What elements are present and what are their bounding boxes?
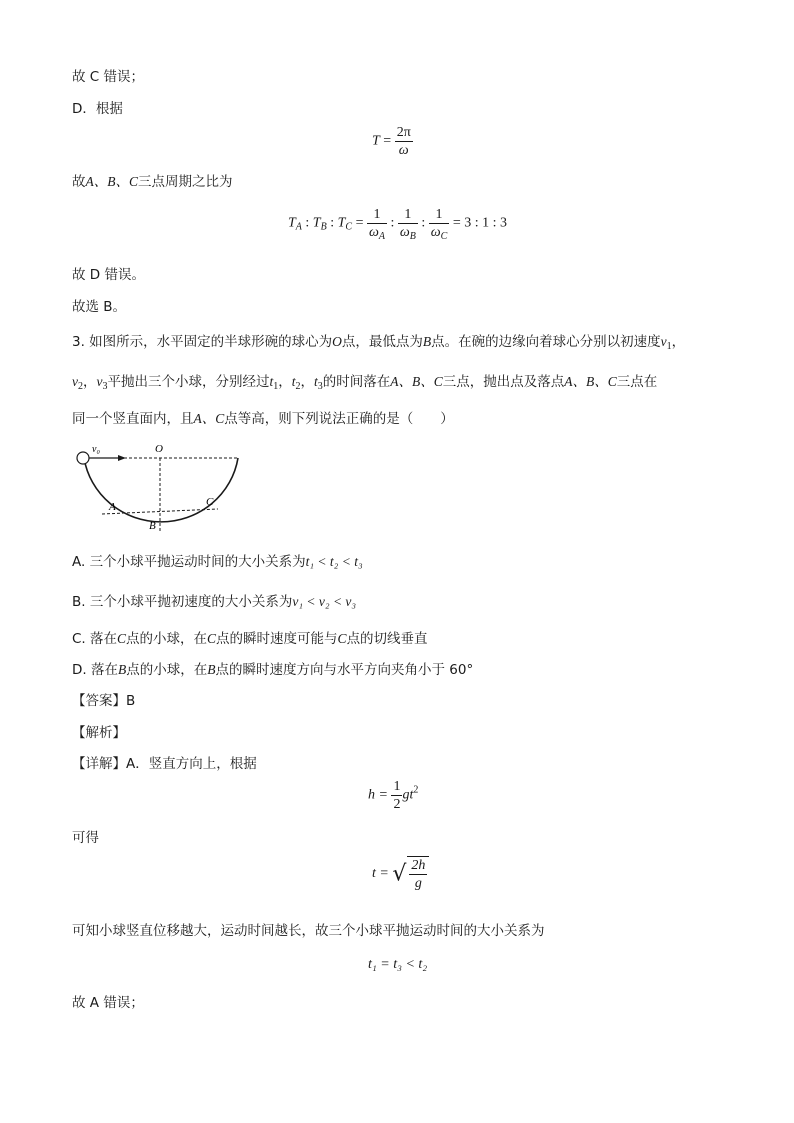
label-o: O <box>155 443 163 455</box>
formula-period: T = $\frac{2\pi}{\omega}$ <box>372 125 411 158</box>
question-line-3: 同一个竖直面内，且A、C点等高，则下列说法正确的是（ ） <box>72 411 454 427</box>
label-a: A <box>109 501 116 513</box>
text-line: 可知小球竖直位移越大，运动时间越长，故三个小球平抛运动时间的大小关系为 <box>72 923 545 939</box>
label-c: C <box>206 496 214 508</box>
text-line: 故选 B。 <box>72 299 127 315</box>
question-line-1: 3. 如图所示，水平固定的半球形碗的球心为O点，最低点为B点。在碗的边缘向着球心分别以初速度$v_1$， <box>72 334 686 352</box>
label-v0: v₀ <box>92 444 100 455</box>
text-line: 可得 <box>72 830 99 846</box>
formula-time: t = √ $\frac{2h}{g}$ <box>372 856 429 892</box>
text-line: 故 A 错误； <box>72 995 144 1011</box>
question-line-2: $v_2$，$v_3$平抛出三个小球，分别经过$t_1$，$t_2$，$t_3$的时间落在A、B、C三点，抛出点及落点A、B、C三点在 <box>72 374 658 392</box>
text-line: 故 D 错误。 <box>72 267 145 283</box>
option-d: D. 落在B点的小球，在B点的瞬时速度方向与水平方向夹角小于 60° <box>72 662 474 678</box>
text-line: 故 C 错误； <box>72 69 145 85</box>
option-c: C. 落在C点的小球，在C点的瞬时速度可能与C点的切线垂直 <box>72 631 428 647</box>
text-line: 故A、B、C三点周期之比为 <box>72 174 233 190</box>
bowl-diagram <box>72 440 244 540</box>
detail-line: 【详解】A．竖直方向上，根据 <box>72 756 257 772</box>
text-line: D．根据 <box>72 101 123 117</box>
answer-line: 【答案】B <box>72 693 136 709</box>
formula-ratio: $T_A$ : $T_B$ : $T_C$ = $\frac{1}{\omega_A}$ : $\frac{1}{\omega_B}$ : $\frac{1}{\omega_C}$ = 3 : 1 : 3 <box>288 207 507 242</box>
label-b: B <box>149 520 156 532</box>
option-a: A. 三个小球平抛运动时间的大小关系为t₁ < t₂ < t₃ <box>72 554 363 570</box>
analysis-heading: 【解析】 <box>72 725 126 741</box>
velocity-arrowhead <box>118 455 126 461</box>
bowl-arc <box>84 458 238 522</box>
option-b: B. 三个小球平抛初速度的大小关系为v₁ < v₂ < v₃ <box>72 594 357 610</box>
formula-height: h = $\frac{1}{2}$ $gt^2$ <box>368 779 419 812</box>
ball <box>77 452 89 464</box>
formula-result: t₁ = t₃ < t₂ <box>368 957 428 972</box>
